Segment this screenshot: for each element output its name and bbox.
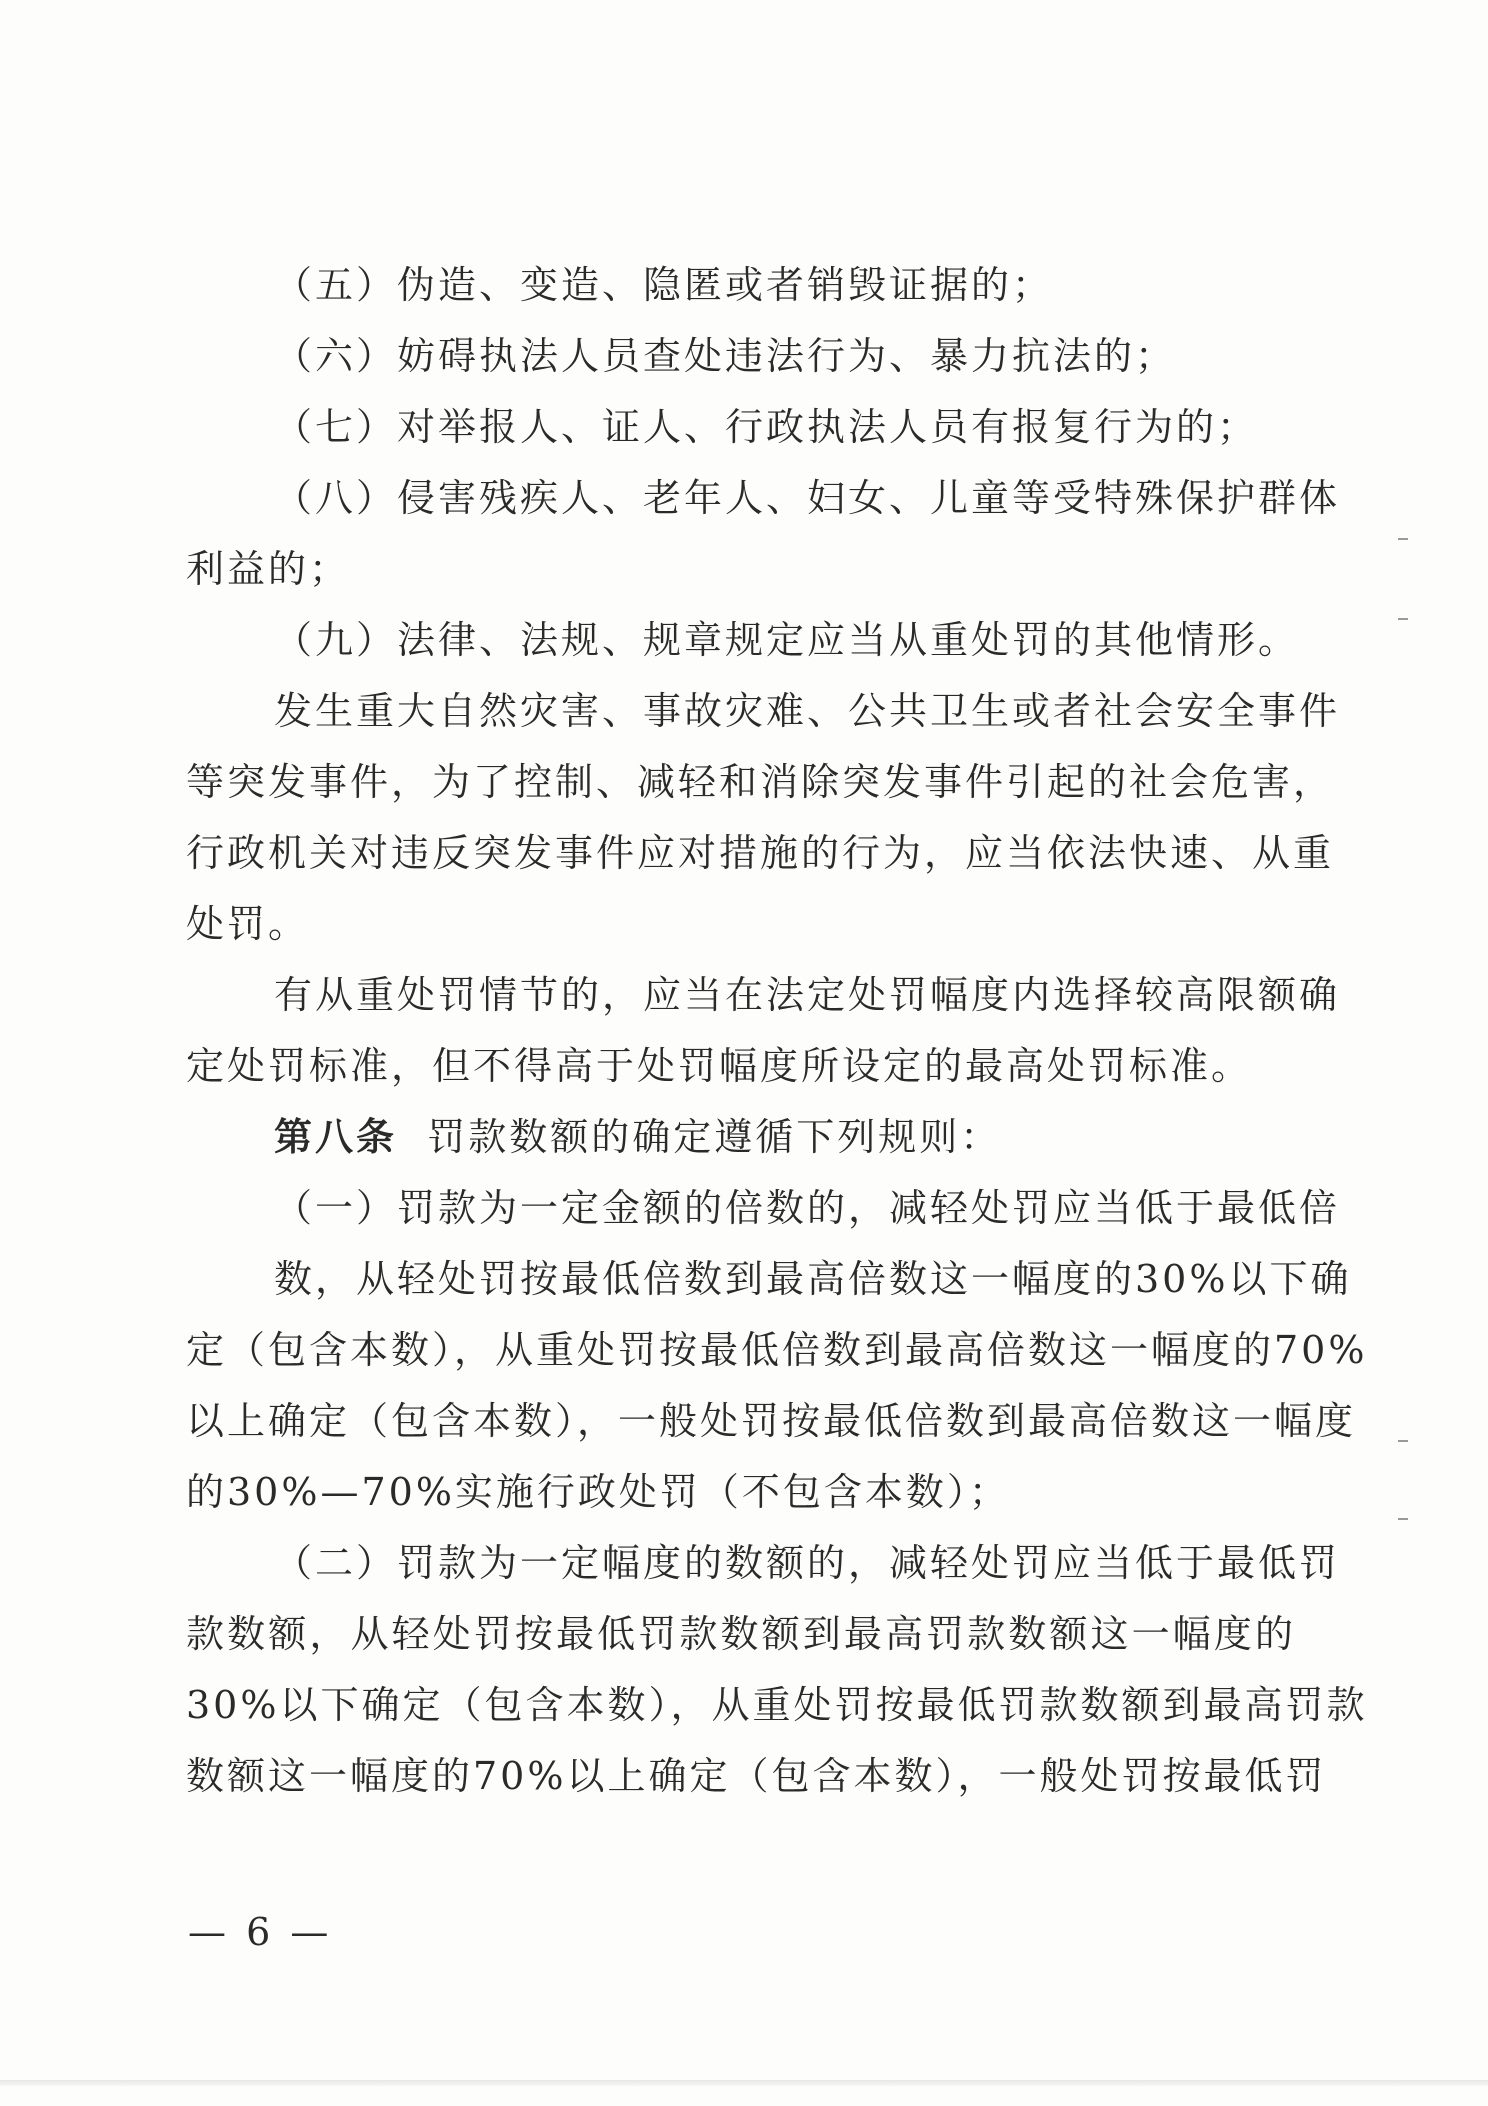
list-item-5: （五）伪造、变造、隐匿或者销毁证据的； bbox=[274, 263, 1054, 307]
body-text bbox=[186, 250, 1368, 1812]
rule-1-line-4: 以上确定（包含本数），一般处罚按最低倍数到最高倍数这一幅度 bbox=[186, 1399, 1357, 1443]
rule-2-line-4: 数额这一幅度的70%以上确定（包含本数），一般处罚按最低罚 bbox=[186, 1754, 1327, 1798]
list-item-8-line-2: 利益的； bbox=[186, 547, 351, 591]
emergency-paragraph-line-4: 处罚。 bbox=[186, 902, 310, 946]
article-8-text: 罚款数额的确定遵循下列规则： bbox=[427, 1115, 1002, 1159]
rule-1-line-3: 定（包含本数），从重处罚按最低倍数到最高倍数这一幅度的70% bbox=[186, 1328, 1368, 1372]
rule-2-line-2: 款数额，从轻处罚按最低罚款数额到最高罚款数额这一幅度的 bbox=[186, 1612, 1296, 1656]
rule-2-line-3: 30%以下确定（包含本数），从重处罚按最低罚款数额到最高罚款 bbox=[186, 1683, 1368, 1727]
list-item-6: （六）妨碍执法人员查处违法行为、暴力抗法的； bbox=[274, 334, 1177, 378]
rule-2-line-1: （二）罚款为一定幅度的数额的，减轻处罚应当低于最低罚 bbox=[274, 1541, 1341, 1585]
rule-1-line-2: 数，从轻处罚按最低倍数到最高倍数这一幅度的30%以下确 bbox=[274, 1257, 1352, 1301]
heavier-penalty-line-2: 定处罚标准，但不得高于处罚幅度所设定的最高处罚标准。 bbox=[186, 1044, 1253, 1088]
rule-1-line-5: 的30%—70%实施行政处罚（不包含本数）； bbox=[186, 1470, 1010, 1514]
article-8 bbox=[186, 1102, 1296, 1173]
scan-speck bbox=[1398, 1440, 1408, 1442]
emergency-paragraph-line-1: 发生重大自然灾害、事故灾难、公共卫生或者社会安全事件 bbox=[274, 689, 1341, 733]
list-item-7: （七）对举报人、证人、行政执法人员有报复行为的； bbox=[274, 405, 1259, 449]
scan-speck bbox=[1398, 618, 1408, 620]
page-number: — 6 — bbox=[188, 1910, 333, 1954]
list-item-8-line-1: （八）侵害残疾人、老年人、妇女、儿童等受特殊保护群体 bbox=[274, 476, 1341, 520]
rule-1-line-1: （一）罚款为一定金额的倍数的，减轻处罚应当低于最低倍 bbox=[274, 1186, 1341, 1230]
heavier-penalty-line-1: 有从重处罚情节的，应当在法定处罚幅度内选择较高限额确 bbox=[274, 973, 1341, 1017]
article-8-heading: 第八条 bbox=[274, 1115, 398, 1159]
list-item-9: （九）法律、法规、规章规定应当从重处罚的其他情形。 bbox=[274, 618, 1300, 662]
emergency-paragraph-line-2: 等突发事件，为了控制、减轻和消除突发事件引起的社会危害， bbox=[186, 760, 1335, 804]
scan-speck bbox=[1398, 538, 1408, 540]
scan-bottom-edge bbox=[0, 2080, 1488, 2086]
scan-speck bbox=[1398, 1518, 1408, 1520]
emergency-paragraph-line-3: 行政机关对违反突发事件应对措施的行为，应当依法快速、从重 bbox=[186, 831, 1335, 875]
